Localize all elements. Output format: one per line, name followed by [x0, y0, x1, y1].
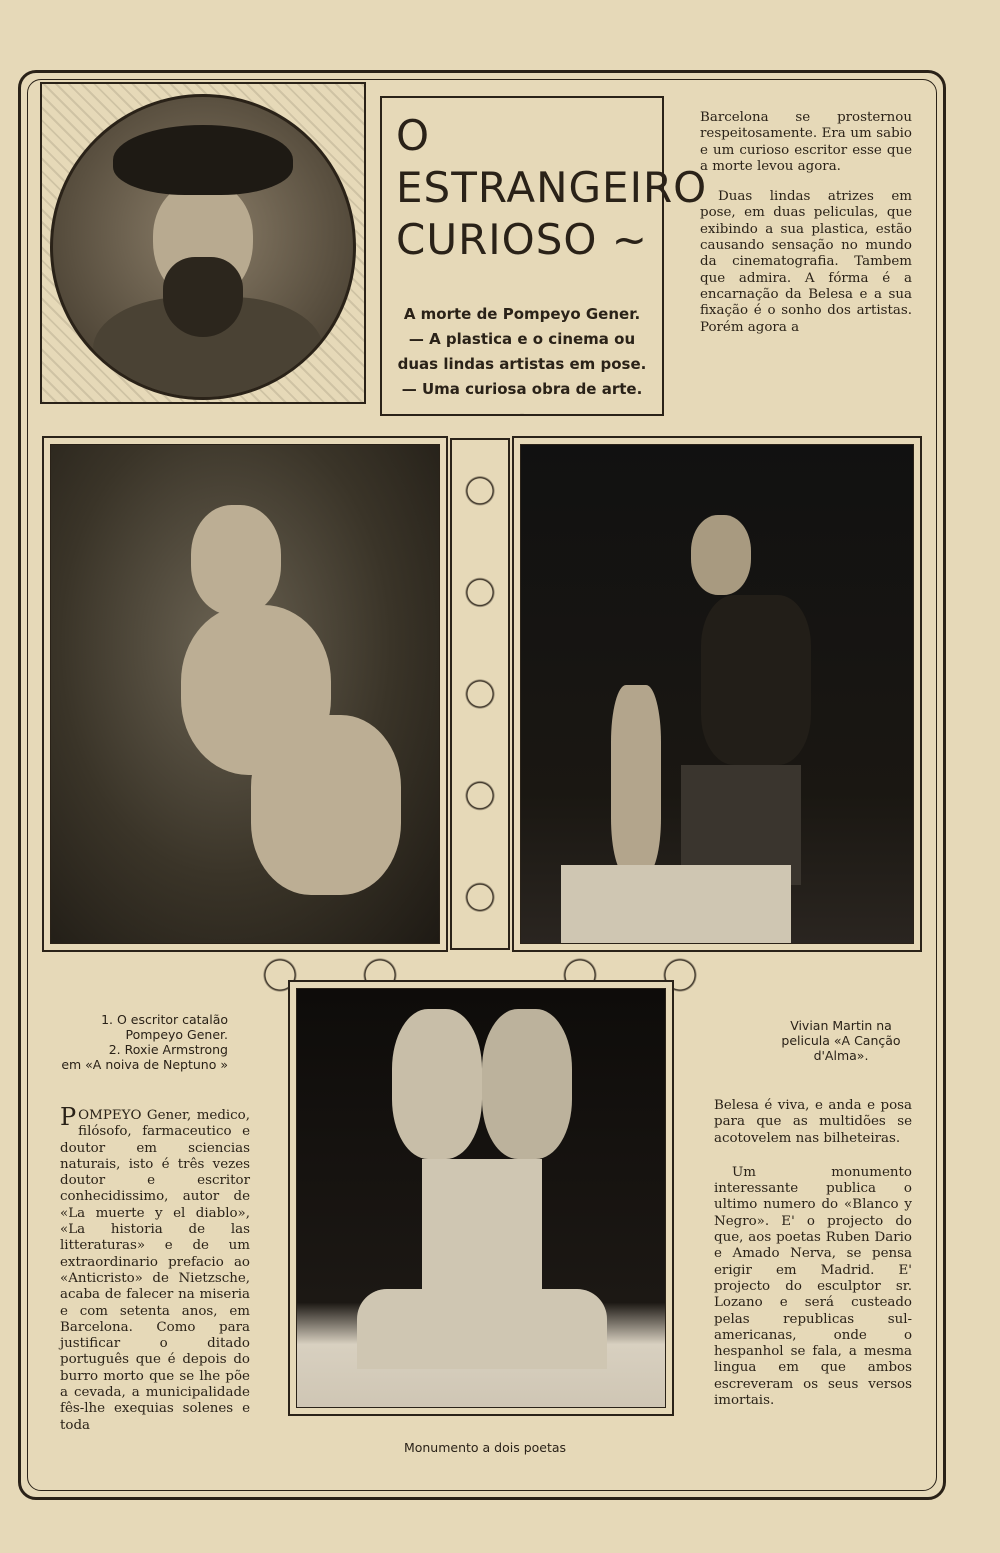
ornament-divider [450, 438, 510, 950]
photo-image [50, 444, 440, 944]
portrait-hat [113, 125, 293, 195]
article-title-box [380, 96, 708, 422]
monument-pillar [422, 1159, 542, 1309]
figure-dress [701, 595, 811, 765]
figure-legs [251, 715, 401, 895]
monument-head-left [392, 1009, 482, 1159]
paragraph: Belesa é viva, e anda e posa para que as multidões se acotovelem nas bilheteiras. [714, 1098, 912, 1146]
photo-monument [288, 980, 674, 1416]
pedestal-base [561, 865, 791, 944]
text-column-left-bottom [60, 1103, 250, 1434]
title-line-1: O ESTRANGEIRO [396, 111, 708, 212]
paragraph: OMPEYO Gener, medico, filósofo, farmaceutico e doutor em sciencias naturais, isto é três vezes doutor e escritor conhecidissimo, autor de «La muerte y el diablo», «La historia de las litteraturas» e de um extraordinario prefacio ao «Anticristo» de Nietzsche, acaba de falecer na miseria e com setenta anos, em Barcelona. Como para justificar o ditado português que é depois do burro morto que se lhe põe a cevada, a municipalidade fês-lhe exequias solenes e toda [60, 1108, 250, 1433]
text-column-right-top [700, 110, 912, 346]
figure-leg [611, 685, 661, 875]
caption-line: 2. Roxie Armstrong [108, 1042, 228, 1057]
monument-base [357, 1289, 607, 1369]
caption-photos-left [52, 1012, 228, 1072]
paragraph: Duas lindas atrizes em pose, em duas peliculas, que exibindo a sua plastica, estão causando sensação no mundo da cinematografia. Tambem que admira. A fórma é a encarnação da Belesa e a sua fixação é o sonho dos artistas. Porém agora a [700, 189, 912, 335]
caption-line: em «A noiva de Neptuno » [61, 1057, 228, 1072]
caption-monument: Monumento a dois poetas [403, 1440, 567, 1455]
photo-roxie-armstrong [42, 436, 448, 952]
photo-vivian-martin [512, 436, 922, 952]
drop-cap: P [60, 1103, 77, 1131]
paragraph: Um monumento interessante publica o ultimo numero do «Blanco y Negro». E' o projecto do que, aos poetas Ruben Dario e Amado Nerva, se pensa erigir em Madrid. E' projecto do esculptor sr. Lozano e será custeado pelas republicas sul-americanas, onde o hespanhol se fala, a mesma lingua em que ambos escreveram os seus versos imortais. [714, 1164, 912, 1409]
caption-line: Pompeyo Gener. [125, 1027, 228, 1042]
paragraph: Barcelona se prosternou respeitosamente. Era um sabio e um curioso escritor esse que a morte levou agora. [700, 110, 912, 174]
title-line-2: CURIOSO ~ [396, 215, 648, 264]
figure-head [691, 515, 751, 595]
portrait-beard [163, 257, 243, 337]
caption-vivian-martin: Vivian Martin na pelicula «A Canção d'Alma». [781, 1018, 901, 1063]
article-title [396, 110, 708, 266]
photo-image [296, 988, 666, 1408]
subtitle-dash: - [519, 406, 525, 422]
article-subtitle: A morte de Pompeyo Gener. — A plastica e o cinema ou duas lindas artistas em pose. — Uma curiosa obra de arte. [397, 305, 647, 398]
figure-head [191, 505, 281, 615]
portrait-photo-pompeyo-gener [50, 94, 356, 400]
photo-image [520, 444, 914, 944]
text-column-right-bottom [714, 1098, 912, 1427]
caption-line: 1. O escritor catalão [101, 1012, 228, 1027]
monument-head-right [482, 1009, 572, 1159]
